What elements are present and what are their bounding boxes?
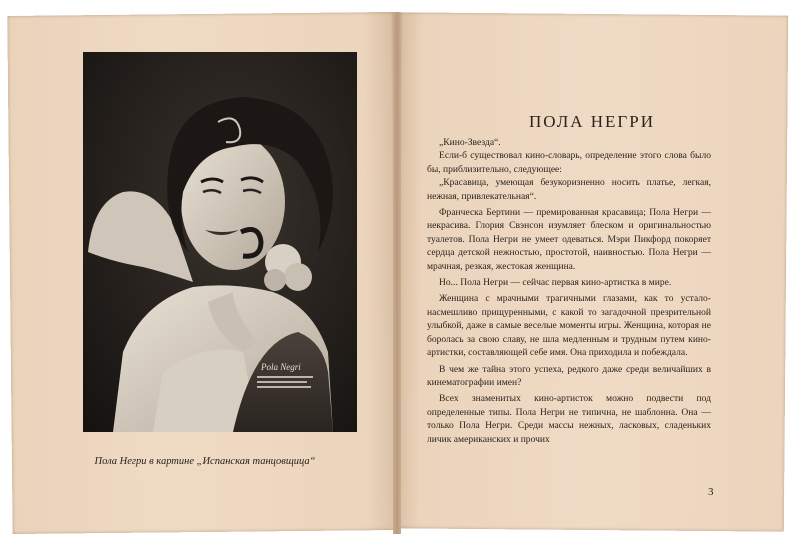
paragraph: Если-б существовал кино-словарь, определение этого слова было бы, приблизительно, следующее: [427,150,711,175]
page-title: ПОЛА НЕГРИ [529,112,655,131]
paragraph: Всех знаменитых кино-артисток можно подвести под определенные типы. Пола Негри не типична, не шаблонна. Она — только Пола Негри. Среди массы нежных, ласковых, сладеньких личик американских и прочих [427,393,711,445]
photo-signature: Pola Negri [261,362,301,372]
paragraph: Женщина с мрачными трагичными глазами, как то устало-насмешливо прищуренными, с какой то загадочной презрительной улыбкой, даже в самые веселые моменты игры. Женщина, которая не боролась за свою славу, не шла медленным и трудным путем кино-артистки, составляющей себе имя. Она приходила и побеждала. [427,293,711,359]
page-number: 3 [708,486,714,498]
paragraph: „Красавица, умеющая безукоризненно носить платье, легкая, нежная, привлекательная“. [427,177,711,202]
photo-caption: Пола Негри в картине „Испанская танцовщица“ [94,456,316,467]
portrait-photo [83,52,357,432]
paragraph: Франческа Бертини — премированная красавица; Пола Негри — некрасива. Глория Свэнсон изумляет блеском и оригинальностью туалетов. Пола Негри не умеет одеваться. Мэри Пикфорд покоряет сердца детской нежностью, простотой, наивностью. Пола Негри — мрачная, резкая, жестокая женщина. [427,207,711,272]
book-spine [393,12,401,534]
paragraph: Но... Пола Негри — сейчас первая кино-артистка в мире. [439,277,672,289]
paragraph: В чем же тайна этого успеха, редкого даже среди величайших в кинематографии имен? [427,363,711,388]
article-body [427,136,711,446]
paragraph: „Кино-Звезда“. [439,137,501,148]
